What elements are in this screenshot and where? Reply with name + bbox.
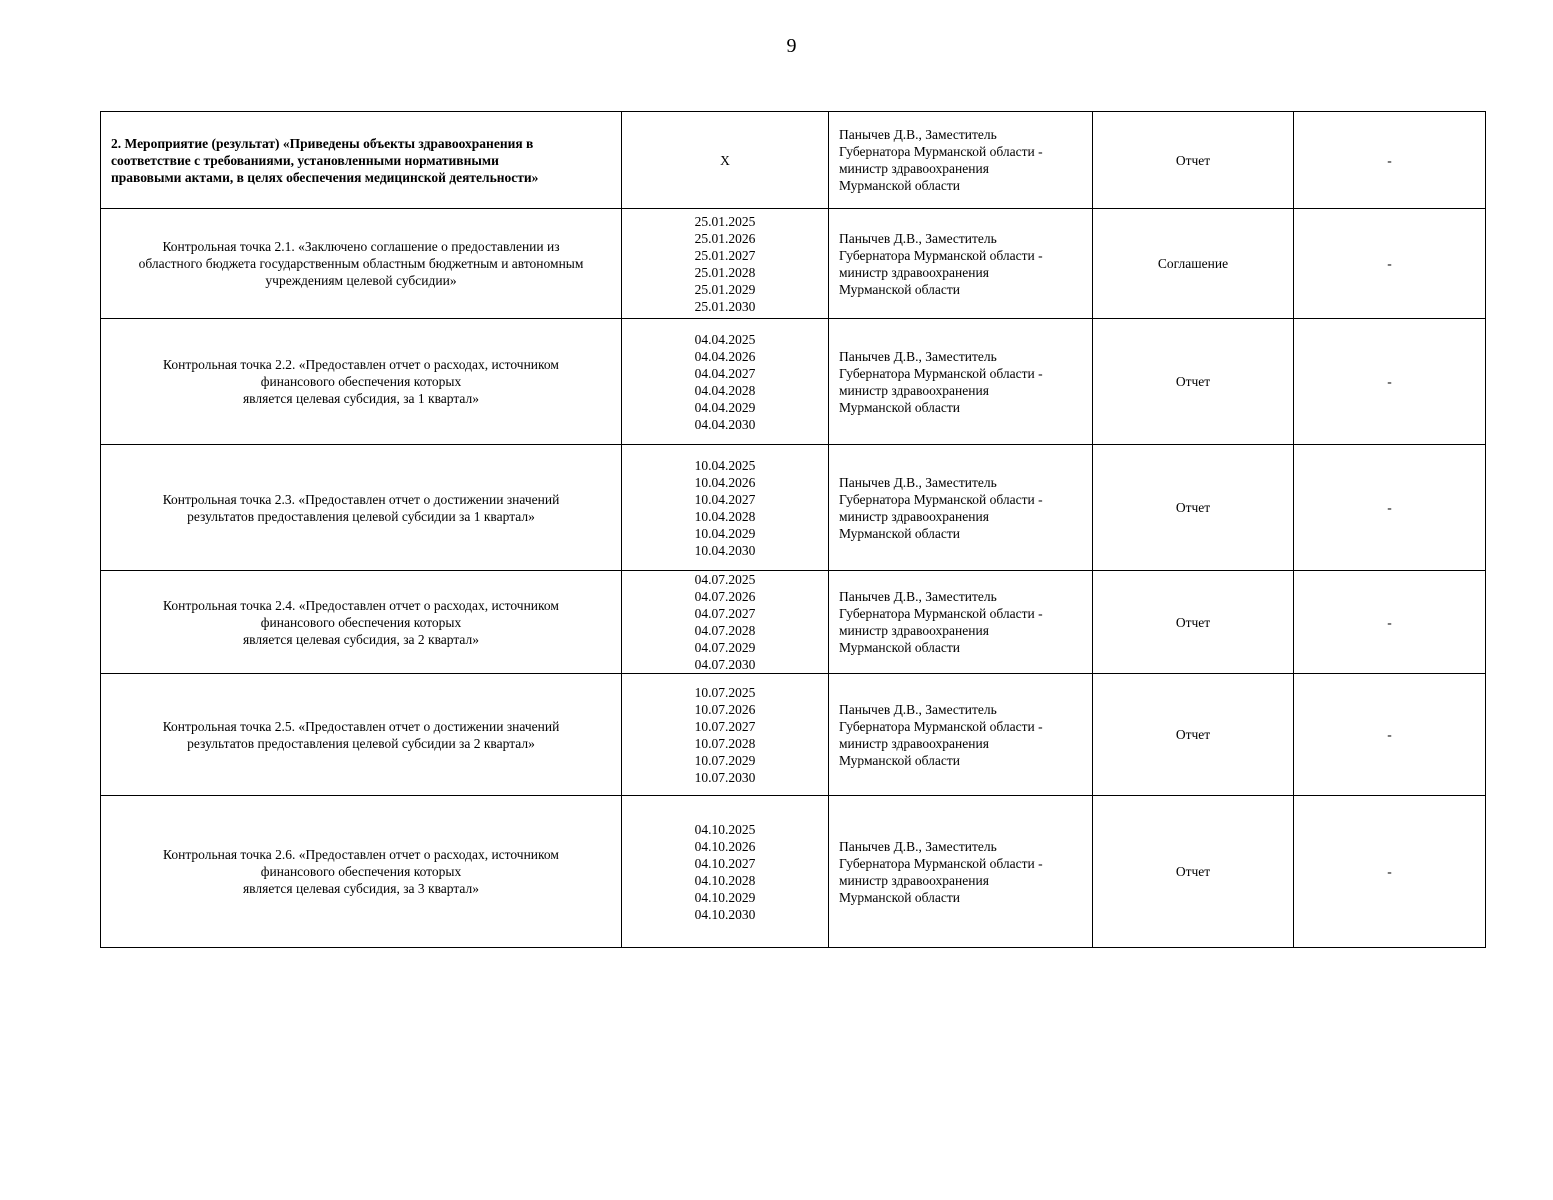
event-name-line: результатов предоставления целевой субсидии за 2 квартал» bbox=[187, 735, 535, 751]
responsible-line: Мурманской области bbox=[839, 525, 960, 541]
responsible-line: Губернатора Мурманской области - bbox=[839, 606, 1043, 621]
event-name-cell bbox=[101, 112, 622, 209]
event-name-line: Контрольная точка 2.5. «Предоставлен отчет о достижении значений bbox=[162, 718, 560, 734]
info-system-cell: - bbox=[1294, 796, 1486, 948]
info-system-cell: - bbox=[1294, 319, 1486, 445]
responsible-line: Мурманской области bbox=[839, 889, 960, 905]
deadline-date: 10.07.2027 bbox=[694, 718, 756, 734]
deadline-date: 10.04.2028 bbox=[694, 508, 756, 524]
document-type-cell: Отчет bbox=[1093, 571, 1294, 674]
event-name-line: финансового обеспечения которых bbox=[260, 374, 462, 389]
deadline-cell bbox=[622, 674, 829, 796]
responsible-line: Панычев Д.В., Заместитель bbox=[839, 838, 997, 854]
deadline-date: 25.01.2030 bbox=[694, 298, 756, 314]
document-type-cell: Отчет bbox=[1093, 112, 1294, 209]
deadline-date: 04.04.2030 bbox=[694, 416, 756, 432]
event-name-cell bbox=[101, 796, 622, 948]
event-name-line: правовыми актами, в целях обеспечения медицинской деятельности» bbox=[111, 169, 539, 185]
deadline-date: 04.10.2028 bbox=[694, 872, 756, 888]
document-type-cell: Отчет bbox=[1093, 319, 1294, 445]
responsible-line: Панычев Д.В., Заместитель bbox=[839, 230, 997, 246]
deadline-date: 04.07.2025 bbox=[694, 572, 756, 587]
event-name-line: учреждениям целевой субсидии» bbox=[265, 273, 457, 288]
responsible-line: министр здравоохранения bbox=[839, 264, 989, 280]
event-name-line: областного бюджета государственным областным бюджетным и автономным bbox=[138, 256, 584, 271]
responsible-line: Губернатора Мурманской области - bbox=[839, 855, 1043, 871]
deadline-date: 10.07.2029 bbox=[694, 752, 756, 768]
deadline-date: 04.10.2027 bbox=[694, 855, 756, 871]
deadline-cell bbox=[622, 445, 829, 571]
deadline-cell bbox=[622, 112, 829, 209]
deadline-date: 10.07.2026 bbox=[694, 701, 756, 717]
deadline-date: 10.04.2025 bbox=[694, 457, 756, 473]
deadline-date: 04.04.2029 bbox=[694, 399, 756, 415]
deadline-date: 04.04.2028 bbox=[694, 382, 756, 398]
document-type-cell: Отчет bbox=[1093, 674, 1294, 796]
responsible-line: министр здравоохранения bbox=[839, 161, 989, 176]
event-name-line: Контрольная точка 2.6. «Предоставлен отчет о расходах, источником bbox=[163, 847, 559, 862]
control-points-table bbox=[100, 111, 1486, 948]
deadline-date: 10.07.2030 bbox=[694, 769, 756, 785]
responsible-cell bbox=[829, 571, 1093, 674]
deadline-date: 04.04.2027 bbox=[694, 365, 756, 381]
table-row bbox=[101, 445, 1486, 571]
event-name-line: Контрольная точка 2.2. «Предоставлен отчет о расходах, источником bbox=[163, 357, 559, 372]
event-name-line: является целевая субсидия, за 3 квартал» bbox=[242, 881, 480, 896]
deadline-date: 04.04.2025 bbox=[694, 331, 756, 347]
responsible-line: министр здравоохранения bbox=[839, 382, 989, 398]
responsible-line: министр здравоохранения bbox=[839, 735, 989, 751]
document-type-cell: Отчет bbox=[1093, 796, 1294, 948]
deadline-date: 25.01.2025 bbox=[694, 213, 756, 229]
responsible-cell bbox=[829, 674, 1093, 796]
table-row bbox=[101, 571, 1486, 674]
event-name-cell bbox=[101, 674, 622, 796]
responsible-line: министр здравоохранения bbox=[839, 872, 989, 888]
table-row bbox=[101, 319, 1486, 445]
responsible-line: министр здравоохранения bbox=[839, 623, 989, 638]
table-row bbox=[101, 674, 1486, 796]
table-row bbox=[101, 796, 1486, 948]
info-system-cell: - bbox=[1294, 445, 1486, 571]
event-name-line: является целевая субсидия, за 1 квартал» bbox=[242, 391, 480, 406]
event-name-line: финансового обеспечения которых bbox=[260, 864, 462, 879]
info-system-cell: - bbox=[1294, 112, 1486, 209]
deadline-date: 25.01.2028 bbox=[694, 264, 756, 280]
deadline-date: 04.10.2025 bbox=[694, 821, 756, 837]
event-name-line: Контрольная точка 2.1. «Заключено соглашение о предоставлении из bbox=[162, 239, 560, 254]
responsible-line: Мурманской области bbox=[839, 640, 960, 655]
responsible-line: Панычев Д.В., Заместитель bbox=[839, 701, 997, 717]
deadline-cell bbox=[622, 571, 829, 674]
event-name-line: результатов предоставления целевой субсидии за 1 квартал» bbox=[187, 508, 535, 524]
event-name-line: Контрольная точка 2.4. «Предоставлен отчет о расходах, источником bbox=[163, 597, 559, 613]
responsible-cell bbox=[829, 319, 1093, 445]
responsible-line: Губернатора Мурманской области - bbox=[839, 491, 1043, 507]
table-body bbox=[101, 112, 1486, 948]
event-name-line: финансового обеспечения которых bbox=[260, 614, 462, 630]
deadline-date: 10.04.2029 bbox=[694, 525, 756, 541]
responsible-line: Губернатора Мурманской области - bbox=[839, 144, 1043, 159]
deadline-date: 04.10.2026 bbox=[694, 838, 756, 854]
deadline-date: 04.10.2029 bbox=[694, 889, 756, 905]
table-row bbox=[101, 209, 1486, 319]
deadline-cell bbox=[622, 209, 829, 319]
info-system-cell: - bbox=[1294, 209, 1486, 319]
deadline-date: 10.04.2026 bbox=[694, 474, 756, 490]
deadline-date: 25.01.2026 bbox=[694, 230, 756, 246]
deadline-date: 10.07.2025 bbox=[694, 684, 756, 700]
deadline-date: 10.07.2028 bbox=[694, 735, 756, 751]
responsible-cell bbox=[829, 209, 1093, 319]
responsible-line: Панычев Д.В., Заместитель bbox=[839, 474, 997, 490]
responsible-cell bbox=[829, 796, 1093, 948]
deadline-date: 04.07.2026 bbox=[694, 589, 756, 604]
deadline-date: 04.07.2027 bbox=[694, 606, 756, 621]
deadline-date: 04.07.2030 bbox=[694, 657, 756, 672]
deadline-date: 25.01.2029 bbox=[694, 281, 756, 297]
event-name-line: 2. Мероприятие (результат) «Приведены объекты здравоохранения в bbox=[111, 135, 534, 151]
responsible-line: Мурманской области bbox=[839, 399, 960, 415]
info-system-cell: - bbox=[1294, 571, 1486, 674]
event-name-line: Контрольная точка 2.3. «Предоставлен отчет о достижении значений bbox=[162, 491, 560, 507]
deadline-date: 04.04.2026 bbox=[694, 348, 756, 364]
deadline-cell bbox=[622, 319, 829, 445]
responsible-line: Губернатора Мурманской области - bbox=[839, 718, 1043, 734]
deadline-date: 04.07.2028 bbox=[694, 623, 756, 638]
document-type-cell: Соглашение bbox=[1093, 209, 1294, 319]
responsible-line: министр здравоохранения bbox=[839, 508, 989, 524]
responsible-line: Мурманской области bbox=[839, 752, 960, 768]
responsible-line: Губернатора Мурманской области - bbox=[839, 365, 1043, 381]
responsible-line: Панычев Д.В., Заместитель bbox=[839, 589, 997, 604]
responsible-cell bbox=[829, 112, 1093, 209]
event-name-line: является целевая субсидия, за 2 квартал» bbox=[242, 631, 480, 647]
responsible-line: Панычев Д.В., Заместитель bbox=[839, 127, 997, 142]
deadline-cell bbox=[622, 796, 829, 948]
deadline-date: 04.07.2029 bbox=[694, 640, 756, 655]
responsible-line: Мурманской области bbox=[839, 281, 960, 297]
document-type-cell: Отчет bbox=[1093, 445, 1294, 571]
responsible-line: Мурманской области bbox=[839, 178, 960, 193]
event-name-cell bbox=[101, 445, 622, 571]
deadline-date: 04.10.2030 bbox=[694, 906, 756, 922]
deadline-date: 10.04.2030 bbox=[694, 542, 756, 558]
event-name-cell bbox=[101, 571, 622, 674]
responsible-cell bbox=[829, 445, 1093, 571]
page-number: 9 bbox=[786, 35, 797, 57]
event-name-cell bbox=[101, 319, 622, 445]
info-system-cell: - bbox=[1294, 674, 1486, 796]
deadline-date: 25.01.2027 bbox=[694, 247, 756, 263]
event-name-line: соответствие с требованиями, установленными нормативными bbox=[111, 152, 499, 168]
responsible-line: Губернатора Мурманской области - bbox=[839, 247, 1043, 263]
responsible-line: Панычев Д.В., Заместитель bbox=[839, 348, 997, 364]
deadline-date: X bbox=[720, 152, 730, 168]
deadline-date: 10.04.2027 bbox=[694, 491, 756, 507]
event-name-cell bbox=[101, 209, 622, 319]
table-row bbox=[101, 112, 1486, 209]
